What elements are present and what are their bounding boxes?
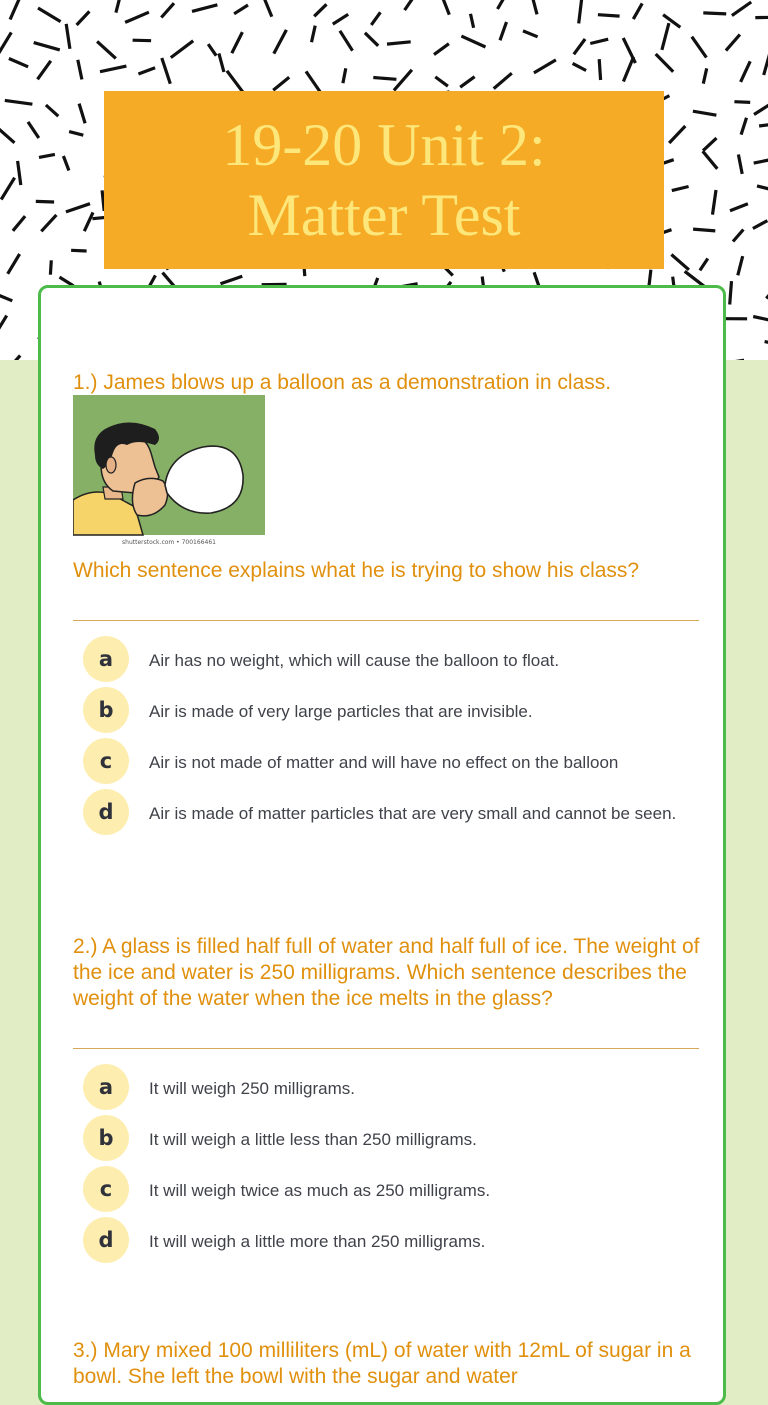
option-letter-bubble[interactable]: c — [83, 738, 129, 784]
question-1-subprompt: Which sentence explains what he is trying to show his class? — [73, 558, 701, 584]
pattern-dash — [100, 66, 126, 72]
pattern-dash — [66, 24, 70, 49]
title-line-2: Matter Test — [248, 180, 521, 250]
pattern-dash — [741, 61, 751, 82]
option-letter-bubble[interactable]: d — [83, 789, 129, 835]
option-text: Air is not made of matter and will have no effect on the balloon — [149, 750, 689, 775]
question-2-prompt: 2.) A glass is filled half full of water and half full of ice. The weight of the ice and water is 250 milligrams. Which sentence describes the weight of the water when the ice melts in the glass? — [73, 934, 701, 1012]
question-1-option-d[interactable] — [81, 789, 681, 835]
pattern-dash — [394, 70, 412, 91]
pattern-dash — [461, 36, 485, 47]
pattern-dash — [227, 71, 243, 93]
pattern-dash — [759, 123, 768, 126]
pattern-dash — [765, 342, 768, 345]
balloon-illustration — [73, 395, 265, 547]
pattern-dash — [741, 118, 746, 135]
question-1-option-a[interactable] — [81, 636, 681, 682]
pattern-dash — [713, 190, 717, 215]
pattern-dash — [221, 276, 243, 284]
pattern-dash — [534, 60, 556, 73]
pattern-dash — [656, 54, 674, 72]
pattern-dash — [692, 37, 707, 58]
pattern-dash — [590, 39, 608, 43]
pattern-dash — [36, 201, 54, 202]
pattern-dash — [753, 221, 768, 229]
pattern-dash — [753, 317, 768, 320]
pattern-dash — [730, 281, 732, 304]
pattern-dash — [192, 5, 217, 12]
option-text: Air is made of matter particles that are very small and cannot be seen. — [149, 801, 689, 826]
pattern-dash — [306, 71, 320, 92]
pattern-dash — [63, 156, 69, 171]
option-text: It will weigh 250 milligrams. — [149, 1076, 689, 1101]
pattern-dash — [599, 59, 600, 80]
pattern-dash — [435, 77, 448, 86]
title-line-1: 19-20 Unit 2: — [222, 110, 545, 180]
pattern-dash — [387, 42, 411, 44]
pattern-dash — [343, 68, 346, 83]
pattern-dash — [133, 40, 152, 41]
pattern-dash — [273, 77, 289, 90]
pattern-dash — [162, 58, 171, 84]
pattern-dash — [669, 126, 685, 143]
pattern-dash — [333, 14, 348, 24]
pattern-dash — [46, 105, 58, 116]
pattern-dash — [38, 8, 61, 22]
question-1-option-b[interactable] — [81, 687, 681, 733]
pattern-dash — [738, 256, 743, 275]
pattern-dash — [28, 122, 39, 138]
pattern-dash — [662, 23, 669, 50]
pattern-dash — [500, 22, 507, 40]
option-letter-bubble[interactable]: d — [83, 1217, 129, 1263]
pattern-dash — [69, 132, 83, 136]
pattern-dash — [39, 154, 55, 157]
question-2-option-c[interactable] — [81, 1166, 681, 1212]
pattern-dash — [700, 259, 708, 271]
pattern-dash — [18, 161, 21, 185]
option-text: It will weigh a little less than 250 milligrams. — [149, 1127, 689, 1152]
option-letter-bubble[interactable]: a — [83, 1064, 129, 1110]
title-banner — [104, 91, 664, 269]
option-text: Air has no weight, which will cause the balloon to float. — [149, 648, 689, 673]
pattern-dash — [312, 26, 316, 43]
pattern-dash — [8, 254, 20, 274]
option-text: Air is made of very large particles that are invisible. — [149, 699, 689, 724]
pattern-dash — [754, 102, 768, 114]
option-letter-bubble[interactable]: c — [83, 1166, 129, 1212]
pattern-dash — [573, 63, 587, 70]
pattern-dash — [9, 59, 28, 67]
question-1-prompt: 1.) James blows up a balloon as a demonstration in class. — [73, 370, 701, 396]
pattern-dash — [471, 14, 474, 28]
pattern-dash — [533, 0, 537, 14]
option-letter-bubble[interactable]: b — [83, 1115, 129, 1161]
pattern-dash — [5, 100, 33, 104]
pattern-dash — [757, 186, 768, 190]
pattern-dash — [672, 187, 689, 191]
pattern-dash — [232, 32, 243, 53]
pattern-dash — [161, 3, 174, 17]
pattern-dash — [663, 15, 680, 28]
image-caption: shutterstock.com • 700166461 — [122, 539, 216, 546]
pattern-dash — [442, 0, 449, 15]
option-text: It will weigh twice as much as 250 milligrams. — [149, 1178, 689, 1203]
pattern-dash — [671, 255, 689, 270]
question-2-option-a[interactable] — [81, 1064, 681, 1110]
pattern-dash — [0, 126, 15, 142]
pattern-dash — [0, 316, 7, 333]
pattern-dash — [703, 13, 726, 14]
question-2-option-d[interactable] — [81, 1217, 681, 1263]
pattern-dash — [693, 229, 715, 231]
pattern-dash — [79, 104, 85, 124]
pattern-dash — [730, 204, 748, 211]
pattern-dash — [10, 0, 21, 20]
question-2-option-b[interactable] — [81, 1115, 681, 1161]
pattern-dash — [234, 5, 248, 14]
pattern-dash — [1, 178, 14, 200]
pattern-dash — [726, 35, 740, 51]
pattern-dash — [498, 0, 505, 9]
pattern-dash — [434, 44, 449, 55]
pattern-dash — [703, 138, 717, 151]
pattern-dash — [340, 31, 353, 51]
pattern-dash — [371, 12, 380, 25]
option-text: It will weigh a little more than 250 milligrams. — [149, 1229, 689, 1254]
pattern-dash — [579, 0, 582, 23]
worksheet-card — [38, 285, 726, 1405]
pattern-dash — [13, 216, 25, 231]
pattern-dash — [41, 215, 56, 231]
pattern-dash — [494, 73, 512, 88]
pattern-dash — [78, 60, 82, 80]
pattern-dash — [734, 102, 750, 103]
option-letter-bubble[interactable]: b — [83, 687, 129, 733]
pattern-dash — [0, 32, 11, 54]
option-letter-bubble[interactable]: a — [83, 636, 129, 682]
pattern-dash — [84, 212, 93, 231]
pattern-dash — [693, 111, 717, 115]
pattern-dash — [732, 2, 751, 16]
pattern-dash — [574, 39, 585, 54]
question-1-divider — [73, 620, 699, 621]
pattern-dash — [460, 77, 474, 88]
question-1-option-c[interactable] — [81, 738, 681, 784]
pattern-dash — [219, 53, 224, 72]
pattern-dash — [171, 41, 193, 58]
pattern-dash — [405, 0, 416, 10]
pattern-dash — [738, 155, 742, 174]
pattern-dash — [754, 158, 768, 163]
pattern-dash — [77, 11, 90, 25]
pattern-dash — [373, 78, 396, 80]
pattern-dash — [365, 33, 378, 46]
pattern-dash — [34, 43, 60, 50]
pattern-dash — [138, 68, 155, 74]
question-3-prompt: 3.) Mary mixed 100 milliliters (mL) of water with 12mL of sugar in a bowl. She left the bowl with the sugar and water — [73, 1338, 701, 1390]
pattern-dash — [633, 3, 642, 19]
pattern-dash — [314, 4, 326, 16]
pattern-dash — [264, 0, 272, 17]
pattern-dash — [703, 151, 718, 169]
pattern-dash — [97, 41, 116, 58]
question-2-divider — [73, 1048, 699, 1049]
pattern-dash — [0, 291, 12, 300]
pattern-dash — [623, 57, 633, 82]
pattern-dash — [66, 204, 90, 212]
pattern-dash — [116, 0, 120, 13]
pattern-dash — [8, 356, 20, 361]
pattern-dash — [764, 54, 768, 75]
pattern-dash — [71, 250, 87, 251]
pattern-dash — [125, 12, 149, 22]
pattern-dash — [703, 68, 706, 83]
pattern-dash — [38, 61, 51, 80]
pattern-dash — [598, 15, 620, 16]
pattern-dash — [733, 230, 743, 242]
pattern-dash — [274, 30, 287, 54]
pattern-dash — [523, 31, 538, 37]
pattern-dash — [208, 44, 216, 56]
pattern-dash — [50, 260, 51, 274]
